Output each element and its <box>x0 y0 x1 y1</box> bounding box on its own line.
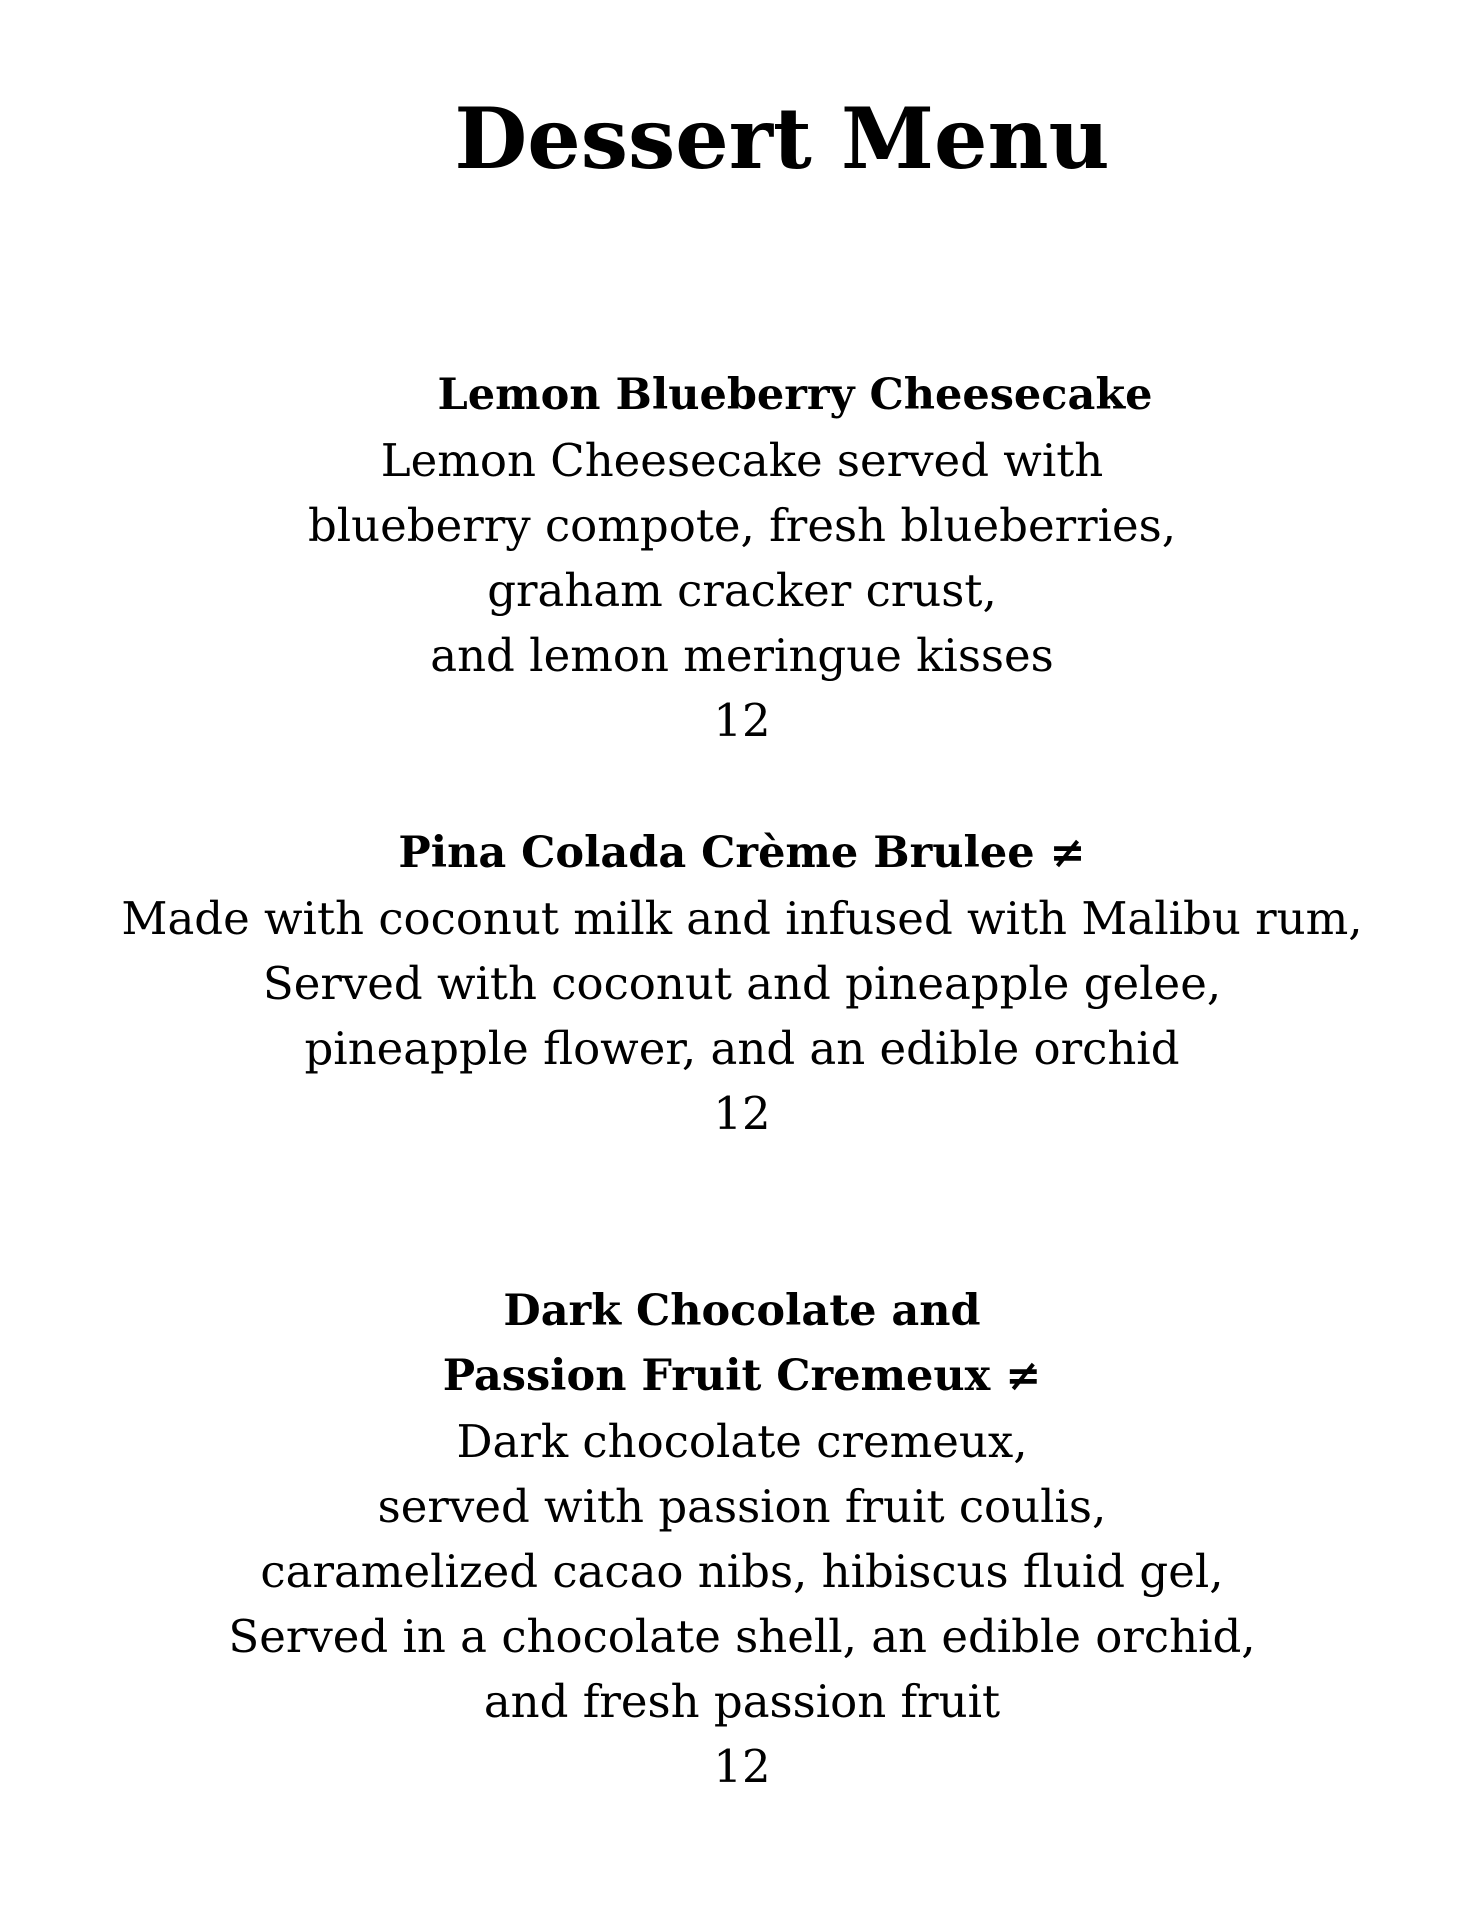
menu-item-description-line: Lemon Cheesecake served with <box>380 434 1104 487</box>
menu-item-dark-chocolate-passion-fruit-cremeux <box>0 1279 1484 1799</box>
menu-item-description-line: graham cracker crust, <box>487 564 997 617</box>
menu-item-description-line: served with passion fruit coulis, <box>377 1480 1107 1533</box>
menu-item-name: Lemon Blueberry Cheesecake <box>437 370 1153 420</box>
menu-item-description-line: Served in a chocolate shell, an edible orchid, <box>228 1610 1256 1663</box>
menu-item-description-line: pineapple flower, and an edible orchid <box>304 1022 1180 1075</box>
menu-item-name: Pina Colada Crème Brulee ≠ <box>398 828 1086 878</box>
menu-item-lemon-blueberry-cheesecake <box>0 363 1484 753</box>
menu-item-price: 12 <box>713 1740 771 1793</box>
menu-item-name: Passion Fruit Cremeux ≠ <box>442 1351 1042 1401</box>
menu-item-description-line: blueberry compote, fresh blueberries, <box>307 499 1177 552</box>
menu-item-description-line: and fresh passion fruit <box>483 1675 1001 1728</box>
menu-item-description-line: Dark chocolate cremeux, <box>456 1415 1028 1468</box>
menu-item-description-line: caramelized cacao nibs, hibiscus fluid gel, <box>260 1545 1224 1598</box>
menu-item-pina-colada-creme-brulee <box>0 821 1484 1146</box>
menu-item-description-line: Made with coconut milk and infused with Malibu rum, <box>121 892 1363 945</box>
menu-title: Dessert Menu <box>454 89 1110 188</box>
menu-item-name: Dark Chocolate and <box>503 1286 981 1336</box>
menu-item-price: 12 <box>713 1087 771 1140</box>
menu-item-description-line: Served with coconut and pineapple gelee, <box>262 957 1222 1010</box>
menu-item-price: 12 <box>713 694 771 747</box>
menu-item-description-line: and lemon meringue kisses <box>430 629 1054 682</box>
